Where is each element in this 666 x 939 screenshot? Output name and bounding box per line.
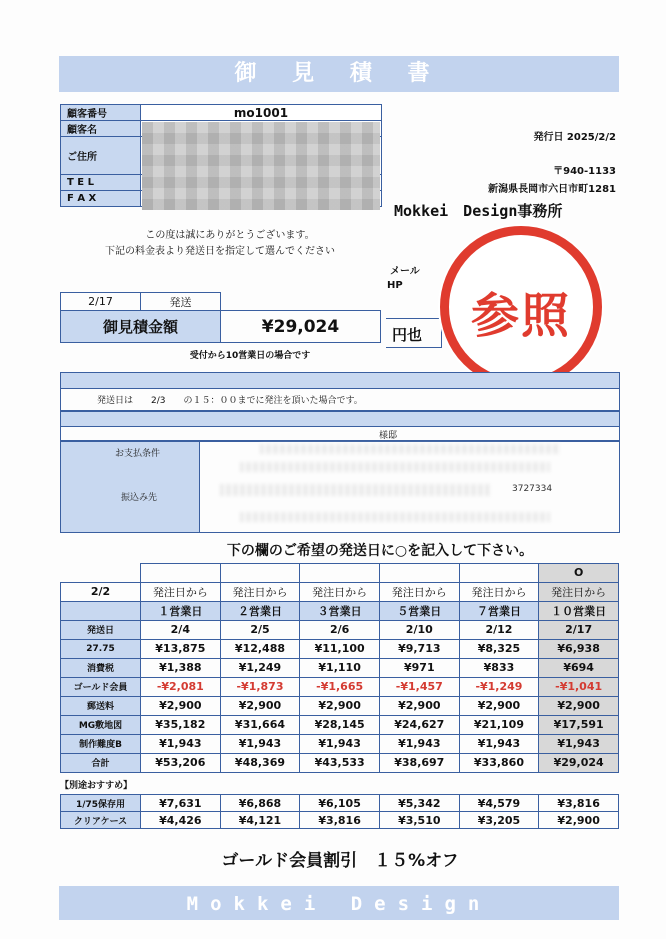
redacted-text (260, 444, 560, 454)
price-cell: ¥48,369 (220, 753, 300, 772)
row-label: クリアケース (61, 812, 141, 829)
address-label: ご住所 (61, 137, 141, 175)
price-cell: 2/5 (220, 620, 300, 639)
ship-condition-row (60, 389, 620, 411)
table-row (61, 696, 619, 715)
summary-date: 2/17 (61, 293, 141, 311)
price-cell: 2/4 (141, 620, 221, 639)
price-cell: ¥2,900 (379, 696, 459, 715)
stamp-text: 参照 (470, 288, 571, 344)
price-cell: -¥1,249 (459, 677, 539, 696)
reference-stamp (440, 226, 602, 388)
table-row (61, 582, 619, 601)
price-cell: ¥2,900 (220, 696, 300, 715)
table-row (61, 658, 619, 677)
price-cell: ¥1,943 (539, 734, 619, 753)
price-cell: 2/17 (539, 620, 619, 639)
price-cell: ¥8,325 (459, 639, 539, 658)
price-cell: ¥33,860 (459, 753, 539, 772)
table-row (61, 293, 381, 311)
row-label: 1/75保存用 (61, 795, 141, 812)
info-divider-bar (60, 411, 620, 427)
price-cell: ¥53,206 (141, 753, 221, 772)
order-from-label: 発注日から (220, 582, 300, 601)
table-row (61, 753, 619, 772)
price-table (60, 537, 619, 773)
table-row (61, 812, 619, 829)
price-cell: ¥4,579 (459, 795, 539, 812)
price-cell: ¥2,900 (539, 812, 619, 829)
table-row (61, 563, 619, 582)
estimate-summary (60, 292, 381, 343)
row-label: ゴールド会員 (61, 677, 141, 696)
order-from-label: 発注日から (141, 582, 221, 601)
price-cell: ¥24,627 (379, 715, 459, 734)
table-row (61, 601, 619, 620)
business-days-header: ２営業日 (220, 601, 300, 620)
issuer-postal: 〒940-1133 (553, 166, 616, 177)
price-cell: ¥971 (379, 658, 459, 677)
table-row (61, 734, 619, 753)
order-from-label: 発注日から (539, 582, 619, 601)
price-cell: ¥12,488 (220, 639, 300, 658)
document-title: 御 見 積 書 (59, 56, 619, 92)
info-header-bar (60, 372, 620, 389)
price-cell: ¥6,105 (300, 795, 380, 812)
business-days-header: １０営業日 (539, 601, 619, 620)
row-label: 合計 (61, 753, 141, 772)
table-row (61, 677, 619, 696)
price-cell: ¥4,426 (141, 812, 221, 829)
business-days-header: １営業日 (141, 601, 221, 620)
issue-date: 発行日 2025/2/2 (533, 132, 616, 143)
price-cell: ¥5,342 (379, 795, 459, 812)
payment-label: お支払条件 (115, 449, 161, 459)
business-days-header: ３営業日 (300, 601, 380, 620)
price-cell: ¥4,121 (220, 812, 300, 829)
price-cell: -¥1,665 (300, 677, 380, 696)
table-row (61, 620, 619, 639)
price-cell: ¥1,110 (300, 658, 380, 677)
price-cell: ¥11,100 (300, 639, 380, 658)
summary-ship-label: 発送 (141, 293, 221, 311)
greeting-line-1: この度は誠にありがとうございます。 (145, 230, 315, 241)
transfer-label: 振込み先 (121, 493, 158, 503)
table-row (61, 537, 619, 563)
estimate-total-label: 御見積金額 (61, 311, 221, 343)
row-label: 消費税 (61, 658, 141, 677)
row-label: 27.75 (61, 639, 141, 658)
business-days-note: 受付から10営業日の場合です (189, 351, 311, 361)
recommend-table (60, 794, 619, 829)
recommend-title: 【別途おすすめ】 (60, 781, 133, 791)
price-cell: -¥2,081 (141, 677, 221, 696)
issuer-address: 新潟県長岡市六日市町1281 (488, 184, 616, 195)
order-from-label: 発注日から (379, 582, 459, 601)
price-cell: ¥13,875 (141, 639, 221, 658)
price-cell: ¥6,938 (539, 639, 619, 658)
order-from-label: 発注日から (459, 582, 539, 601)
redacted-text (240, 462, 550, 472)
price-cell: ¥3,205 (459, 812, 539, 829)
price-cell: ¥3,510 (379, 812, 459, 829)
yen-suffix: 円也 (386, 318, 442, 348)
ship-condition-text: 発送日は 2/3 の１５：００までに発注を頂いた場合です。 (97, 396, 363, 406)
table-row (61, 795, 619, 812)
selection-marker[interactable]: O (539, 563, 619, 582)
instruction-text: 下の欄のご希望の発送日に○を記入して下さい。 (226, 543, 534, 559)
hp-label: HP (387, 280, 403, 291)
price-cell: ¥694 (539, 658, 619, 677)
table-corner-date: 2/2 (61, 582, 141, 601)
fax-label: F A X (61, 191, 141, 207)
price-cell: -¥1,041 (539, 677, 619, 696)
account-number-fragment: 3727334 (512, 484, 553, 494)
price-cell: ¥6,868 (220, 795, 300, 812)
business-days-header: ５営業日 (379, 601, 459, 620)
redacted-mosaic (142, 122, 380, 210)
price-cell: 2/12 (459, 620, 539, 639)
price-cell: ¥1,249 (220, 658, 300, 677)
row-label: 制作難度B (61, 734, 141, 753)
price-cell: ¥9,713 (379, 639, 459, 658)
price-cell: ¥35,182 (141, 715, 221, 734)
greeting-line-2: 下記の料金表より発送日を指定して選んでください (105, 246, 335, 257)
price-cell: ¥28,145 (300, 715, 380, 734)
price-cell: ¥21,109 (459, 715, 539, 734)
price-cell: -¥1,457 (379, 677, 459, 696)
order-from-label: 発注日から (300, 582, 380, 601)
price-cell: ¥2,900 (300, 696, 380, 715)
price-cell: ¥1,943 (300, 734, 380, 753)
price-cell: ¥29,024 (539, 753, 619, 772)
honorific-text: 様邸 (379, 431, 398, 441)
honorific-row (60, 427, 620, 441)
price-cell: ¥1,943 (141, 734, 221, 753)
business-days-header: ７営業日 (459, 601, 539, 620)
tel-label: T E L (61, 175, 141, 191)
footer-brand: Mokkei Design (59, 886, 619, 920)
table-row (61, 715, 619, 734)
price-cell: ¥2,900 (459, 696, 539, 715)
price-cell: ¥833 (459, 658, 539, 677)
price-cell: ¥1,943 (220, 734, 300, 753)
gold-discount-text: ゴールド会員割引 １５%オフ (221, 851, 459, 871)
estimate-total-value: ¥29,024 (221, 311, 381, 343)
payment-details (200, 441, 620, 533)
price-cell: ¥43,533 (300, 753, 380, 772)
redacted-text (240, 512, 550, 522)
price-cell: ¥3,816 (539, 795, 619, 812)
table-row (61, 311, 381, 343)
price-cell: ¥17,591 (539, 715, 619, 734)
customer-number-value: mo1001 (141, 105, 382, 121)
row-label: 郵送料 (61, 696, 141, 715)
price-cell: -¥1,873 (220, 677, 300, 696)
payment-label-block (60, 441, 200, 533)
price-cell: ¥1,388 (141, 658, 221, 677)
price-cell: ¥1,943 (379, 734, 459, 753)
price-cell: 2/10 (379, 620, 459, 639)
table-row (61, 639, 619, 658)
office-name: Mokkei Design事務所 (394, 202, 563, 220)
redacted-text (220, 484, 490, 496)
price-cell: 2/6 (300, 620, 380, 639)
table-row (61, 105, 382, 121)
mail-label: メール (390, 266, 420, 277)
row-label: MG敷地図 (61, 715, 141, 734)
customer-name-label: 顧客名 (61, 121, 141, 137)
price-cell: ¥1,943 (459, 734, 539, 753)
price-cell: ¥31,664 (220, 715, 300, 734)
price-rows (61, 620, 619, 772)
price-cell: ¥7,631 (141, 795, 221, 812)
row-label: 発送日 (61, 620, 141, 639)
price-cell: ¥2,900 (539, 696, 619, 715)
customer-number-label: 顧客番号 (61, 105, 141, 121)
price-cell: ¥38,697 (379, 753, 459, 772)
price-cell: ¥3,816 (300, 812, 380, 829)
price-cell: ¥2,900 (141, 696, 221, 715)
